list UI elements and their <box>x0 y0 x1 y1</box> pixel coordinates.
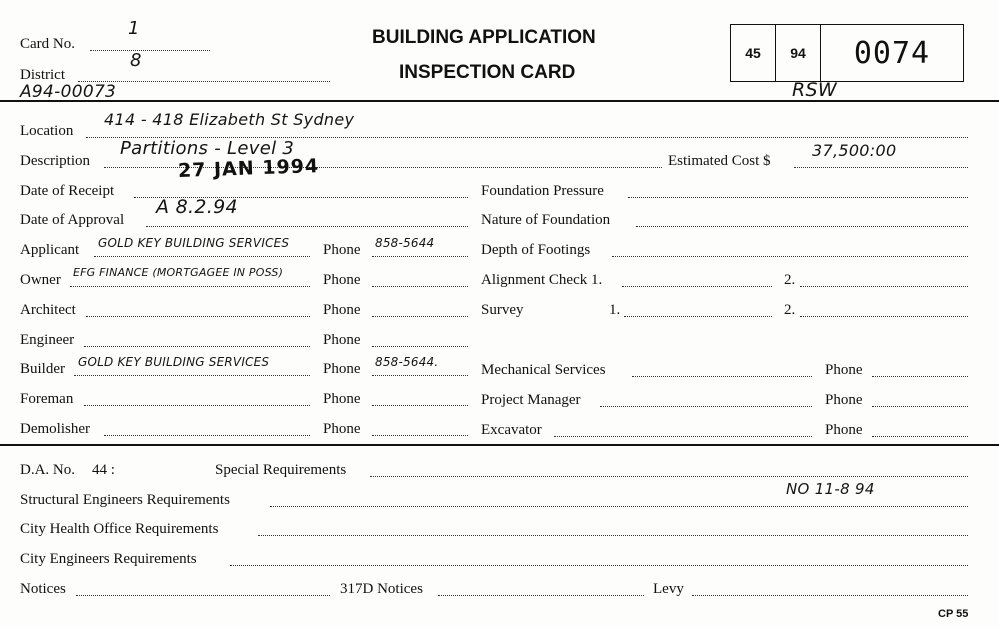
estimated-cost-value: 37,500:00 <box>812 141 897 160</box>
mechanical-services-phone-label: Phone <box>825 362 863 378</box>
city-health-label: City Health Office Requirements <box>20 521 219 537</box>
district-label: District <box>20 67 65 83</box>
district-dots <box>78 67 330 82</box>
architect-dots <box>86 302 310 317</box>
alignment-check-2-label: 2. <box>784 272 796 288</box>
card-no-value: 1 <box>128 18 140 39</box>
excavator-label: Excavator <box>481 422 542 438</box>
top-rule <box>0 100 999 102</box>
architect-label: Architect <box>20 302 76 318</box>
card-no-dots <box>90 36 210 51</box>
notices-dots <box>76 581 330 596</box>
owner-phone-label: Phone <box>323 272 361 288</box>
excavator-phone-dots <box>872 422 968 437</box>
structural-engineers-label: Structural Engineers Requirements <box>20 492 230 508</box>
mechanical-services-label: Mechanical Services <box>481 362 606 378</box>
excavator-phone-label: Phone <box>825 422 863 438</box>
317d-notices-label: 317D Notices <box>340 581 423 597</box>
form-code: CP 55 <box>938 608 969 620</box>
description-label: Description <box>20 153 90 169</box>
project-manager-dots <box>600 392 812 407</box>
engineer-dots <box>84 332 310 347</box>
city-engineers-dots <box>230 551 968 566</box>
notices-label: Notices <box>20 581 66 597</box>
engineer-phone-label: Phone <box>323 332 361 348</box>
number-box-cell-2: 94 <box>776 25 821 81</box>
depth-of-footings-dots <box>612 242 968 257</box>
location-value: 414 - 418 Elizabeth St Sydney <box>104 110 355 129</box>
owner-label: Owner <box>20 272 61 288</box>
estimated-cost-label: Estimated Cost $ <box>668 153 771 169</box>
da-no-value: 44 : <box>92 462 115 478</box>
demolisher-phone-label: Phone <box>323 421 361 437</box>
applicant-phone-value: 858-5644 <box>375 236 435 250</box>
architect-phone-label: Phone <box>323 302 361 318</box>
survey-2-label: 2. <box>784 302 796 318</box>
structural-engineers-value: NO 11-8 94 <box>786 480 875 498</box>
317d-notices-dots <box>438 581 644 596</box>
applicant-phone-label: Phone <box>323 242 361 258</box>
alignment-check-1-dots <box>622 272 772 287</box>
serial-number: 0074 <box>853 35 931 71</box>
city-health-dots <box>258 521 968 536</box>
architect-phone-dots <box>372 302 468 317</box>
survey-label: Survey <box>481 302 524 318</box>
owner-value: EFG FINANCE (MORTGAGEE IN POSS) <box>73 266 284 279</box>
foreman-label: Foreman <box>20 391 74 407</box>
mechanical-services-dots <box>632 362 812 377</box>
levy-dots <box>692 581 968 596</box>
da-no-label: D.A. No. <box>20 462 75 478</box>
survey-1-label: 1. <box>609 302 621 318</box>
description-value: Partitions - Level 3 <box>120 138 295 159</box>
foreman-phone-dots <box>372 391 468 406</box>
demolisher-label: Demolisher <box>20 421 90 437</box>
reference-number: A94-00073 <box>20 82 117 102</box>
demolisher-dots <box>104 421 310 436</box>
special-requirements-dots <box>370 462 968 477</box>
city-engineers-label: City Engineers Requirements <box>20 551 197 567</box>
mechanical-services-phone-dots <box>872 362 968 377</box>
district-value: 8 <box>130 50 142 71</box>
engineer-label: Engineer <box>20 332 75 348</box>
number-box <box>730 24 964 82</box>
builder-label: Builder <box>20 361 65 377</box>
demolisher-phone-dots <box>372 421 468 436</box>
builder-value: GOLD KEY BUILDING SERVICES <box>78 355 270 369</box>
project-manager-label: Project Manager <box>481 392 581 408</box>
middle-rule <box>0 444 999 446</box>
excavator-dots <box>554 422 812 437</box>
location-label: Location <box>20 123 74 139</box>
date-of-approval-value: A 8.2.94 <box>156 196 238 218</box>
builder-phone-value: 858-5644. <box>375 355 439 369</box>
alignment-check-2-dots <box>800 272 968 287</box>
survey-1-dots <box>624 302 772 317</box>
date-of-receipt-label: Date of Receipt <box>20 183 115 199</box>
survey-2-dots <box>800 302 968 317</box>
title-line-1: BUILDING APPLICATION <box>372 27 596 48</box>
applicant-label: Applicant <box>20 242 80 258</box>
alignment-check-label: Alignment Check 1. <box>481 272 603 288</box>
levy-label: Levy <box>653 581 684 597</box>
owner-phone-dots <box>372 272 468 287</box>
card-no-label: Card No. <box>20 36 75 52</box>
number-box-cell-1: 45 <box>731 25 776 81</box>
foundation-pressure-dots <box>628 183 968 198</box>
project-manager-phone-label: Phone <box>825 392 863 408</box>
nature-of-foundation-label: Nature of Foundation <box>481 212 611 228</box>
foreman-dots <box>84 391 310 406</box>
foreman-phone-label: Phone <box>323 391 361 407</box>
engineer-phone-dots <box>372 332 468 347</box>
title-line-2: INSPECTION CARD <box>399 62 576 83</box>
initials: RSW <box>792 79 837 101</box>
builder-phone-label: Phone <box>323 361 361 377</box>
foundation-pressure-label: Foundation Pressure <box>481 183 604 199</box>
receipt-date-stamp: 27 JAN 1994 <box>177 155 320 182</box>
applicant-value: GOLD KEY BUILDING SERVICES <box>98 236 290 250</box>
depth-of-footings-label: Depth of Footings <box>481 242 591 258</box>
special-requirements-label: Special Requirements <box>215 462 347 478</box>
date-of-approval-label: Date of Approval <box>20 212 125 228</box>
project-manager-phone-dots <box>872 392 968 407</box>
nature-of-foundation-dots <box>636 212 968 227</box>
